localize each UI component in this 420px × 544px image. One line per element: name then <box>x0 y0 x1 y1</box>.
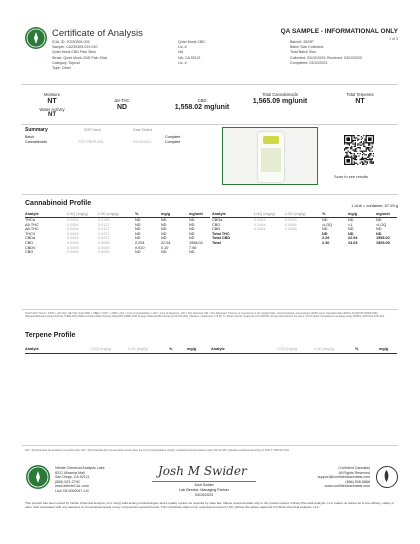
header-cell: Analyte <box>25 212 39 216</box>
cell: 0.0454 <box>254 227 266 232</box>
lab-seal <box>26 465 50 489</box>
cell: ND <box>376 227 382 232</box>
cell: 0.0454 <box>67 218 79 222</box>
signature-line <box>152 481 256 482</box>
divider <box>22 309 398 310</box>
cell: ND <box>376 218 382 222</box>
cannabinoid-table-right <box>212 212 397 264</box>
summary-status: Complete <box>165 140 181 144</box>
cell: THCa <box>25 218 35 222</box>
cell: CBD <box>25 241 34 245</box>
header-cell: mg/unit <box>189 212 203 216</box>
terpene-header-cell: LOQ (mg/g) <box>91 347 112 351</box>
header-cell: % <box>322 212 326 216</box>
cell: ND <box>376 231 382 236</box>
cell: CBN <box>212 227 221 232</box>
cell: 0.0166 <box>98 218 110 222</box>
cell: 22.94 <box>161 241 171 245</box>
cell: 0.0454 <box>67 227 79 232</box>
cell: 0.0127 <box>98 222 110 227</box>
cell: ND <box>161 236 167 241</box>
cell: ND <box>189 236 195 241</box>
header-cell: LOQ (mg/g) <box>254 212 275 216</box>
cell: ND <box>135 236 141 241</box>
terpene-header-cell: Analyte <box>25 347 39 351</box>
cell: ND <box>161 231 167 236</box>
cell: THCV <box>25 231 36 236</box>
cell: ND <box>322 227 328 232</box>
lab-web: www.infiniteCAL.com <box>55 484 89 489</box>
cannabinoid-table-left <box>25 212 210 264</box>
cell: 0.0454 <box>67 250 79 255</box>
cell: 0.0454 <box>67 231 79 236</box>
cell: ND <box>189 222 195 227</box>
cell: 0.0068 <box>98 241 110 245</box>
product-cap <box>263 136 279 144</box>
info-line: NA <box>178 50 183 55</box>
table-row <box>212 241 397 246</box>
confident-line1: Confident Cannabis <box>338 466 370 470</box>
cell: Total <box>212 241 221 245</box>
cell: 1565.09 <box>376 241 390 245</box>
summary-name: Batch <box>25 135 35 139</box>
confident-info <box>290 466 370 489</box>
info-line: Quiet Monk CBD Pain Stick <box>52 50 96 55</box>
metric-value: 1,558.02 mg/unit <box>174 104 230 112</box>
cell: ND <box>161 250 167 255</box>
cell: ND <box>161 222 167 227</box>
cell: ND <box>189 227 195 232</box>
header-cell: mg/unit <box>376 212 390 216</box>
cell: CBDa <box>25 236 36 241</box>
sample-info-client <box>178 40 205 66</box>
cell: CBG <box>212 222 221 227</box>
cell: 0.0454 <box>67 241 79 245</box>
document-title: Certificate of Analysis <box>52 28 143 39</box>
info-line: Batch#: 3529P <box>290 40 314 44</box>
metric-label: Total Cannabinoids <box>262 92 298 97</box>
cell: 0.0454 <box>67 245 79 250</box>
cell: 0.0127 <box>98 227 110 232</box>
table-row <box>25 250 210 255</box>
terpene-header-cell: % <box>169 347 173 351</box>
leaf-icon <box>377 467 396 486</box>
terpene-header-cell: mg/g <box>187 347 197 351</box>
cell: 0.0227 <box>98 231 110 236</box>
header-cell: % <box>135 212 139 216</box>
cell: Δ8-THC <box>25 227 39 232</box>
cell: ND <box>189 250 195 255</box>
cell: 2.29 <box>322 236 330 241</box>
summary-rows <box>25 135 205 145</box>
cell: ND <box>161 227 167 232</box>
cannabinoid-title: Cannabinoid Profile <box>25 200 92 207</box>
info-line: Lic. # <box>178 45 187 50</box>
cell: ND <box>135 218 141 222</box>
cell: 0.0454 <box>67 222 79 227</box>
cell: 0.010 <box>135 245 145 250</box>
cell: 0.0454 <box>254 218 266 222</box>
cell: ND <box>322 231 328 236</box>
metric-value: ND <box>116 104 128 112</box>
cell: 0.0454 <box>67 236 79 241</box>
signature-date: 03/10/2023 <box>195 493 213 497</box>
lab-address1: 8312 Miramar Mall <box>55 470 85 475</box>
metric-3 <box>240 92 320 107</box>
summary-date: 03/10/2023 <box>133 140 151 144</box>
sample-info-right <box>290 40 362 66</box>
cell: ND <box>161 218 167 222</box>
info-line: Type: Other <box>52 66 71 71</box>
cell: 2.294 <box>135 241 145 245</box>
cell: 23.04 <box>348 241 358 245</box>
metric-value: 1,565.09 mg/unit <box>252 98 308 106</box>
cell: ND <box>135 250 141 255</box>
terpene-header-cell: LOQ (mg/g) <box>277 347 298 351</box>
signature-name: Josh Swider <box>194 483 214 487</box>
cell: 0.0086 <box>285 222 297 227</box>
sample-info-left <box>52 40 107 71</box>
lab-logo-icon <box>25 27 47 49</box>
summary-metrics <box>22 92 398 122</box>
cell: 0.0068 <box>285 227 297 232</box>
product-photo <box>222 127 318 185</box>
cell: <1 <box>348 222 353 227</box>
info-line: Collected: 03/10/2023; Received: 03/10/2023 <box>290 55 362 60</box>
terpene-title: Terpene Profile <box>25 332 76 339</box>
terpene-header-rule <box>25 353 397 354</box>
qa-banner: QA SAMPLE - INFORMATIONAL ONLY <box>280 28 398 35</box>
cell: <LOQ <box>376 222 387 227</box>
metric-label: Total Terpenes <box>346 92 374 97</box>
cell: 0.0454 <box>254 222 266 227</box>
cell: ND <box>348 231 354 236</box>
cell: ND <box>348 218 354 222</box>
confident-web: www.confidentcannabis.com <box>324 484 370 489</box>
divider <box>22 84 398 85</box>
method-footnote: Total THC= THCa * 0.877 + Δ9-THC; Δ8-THC Total CBD = CBDa * 0.877 + CBD; LOQ = Limit of Quantitation; LOD = Limit of Detection; ND = Not Detected; NR = Not Reported; Potency is reported on a dry weight basis. Instrumentation and analysis (SOP) used: Cannabinoids-UHPLC-DAD(FOF-PREP-005)(Moisture/Moisture Analyzer(FOF-TURE-001))/Water Activity-Water Activity Meter(WA-PREP-002) Foreign Material-Microscope (FOF-FM-002). Moisture measured in 19.26 °C. Water Activity measured at 0.496 RH. All QA submitted by the client. All CA State Compliance sampling using SAMPL-SOP-001-FOF-001. <box>25 312 385 319</box>
cell: 0.0083 <box>98 250 110 255</box>
info-line: Lic. # <box>178 60 187 65</box>
cell: CBG <box>25 250 34 255</box>
signature-script: Josh M Swider <box>158 464 247 478</box>
summary-row <box>25 140 205 145</box>
terpene-header-cell: Analyte <box>211 347 225 351</box>
metric-label: CBD <box>197 98 207 103</box>
lab-name: Infinite Chemical Analysis Labs <box>55 466 105 470</box>
cell: 1558.02 <box>189 241 203 245</box>
header-cell: Analyte <box>212 212 226 216</box>
metric-0 <box>22 92 82 120</box>
cell: 2.30 <box>322 241 330 245</box>
divider <box>22 445 398 446</box>
unit-note: 1 Unit = container, 67.93 g <box>351 203 398 208</box>
metric-label: Δ9-THC <box>114 98 130 103</box>
page-number: 1 of 3 <box>389 37 398 41</box>
divider <box>22 194 398 195</box>
cell: 0.0090 <box>285 218 297 222</box>
cell: ND <box>348 227 354 232</box>
summary-col-sop: SOP Used <box>84 128 101 132</box>
terpene-header-cell: mg/g <box>379 347 389 351</box>
header-cell: LOD (mg/g) <box>285 212 306 216</box>
metric-4 <box>322 92 398 107</box>
metric-1 <box>92 98 152 113</box>
terpene-header-cell: LOD (mg/g) <box>128 347 148 351</box>
info-line: NA, CA 92121 <box>178 55 201 60</box>
cell: 1558.02 <box>376 236 390 241</box>
info-line: Strain: Quiet Monk CBD Pain Stick <box>52 55 108 60</box>
confident-line2: All Rights Reserved <box>338 470 370 475</box>
lab-license: Lic# C8-0000047-LIC <box>55 488 90 493</box>
lab-address2: San Diego, CA 92121 <box>55 475 90 480</box>
metric-2 <box>172 98 232 113</box>
lab-phone: (858) 623-2740 <box>55 479 80 484</box>
cell: ND <box>322 218 328 222</box>
cell: Δ9-THC <box>25 222 39 227</box>
header-cell: LOQ (mg/g) <box>67 212 88 216</box>
terpene-disclaimer: ND = Not Reported (as analytes not performed), ND = Not Detected (the concentration is less than the Limit of Quantitation (LOQ)). Analytical instrumentation used: HS-GC-MS; samples produced according to SOP T-TRP-007-001 <box>25 449 289 452</box>
qr-caption: Scan to see results <box>334 174 369 179</box>
cell: ND <box>135 222 141 227</box>
header-cell: LOD (mg/g) <box>98 212 119 216</box>
info-line: Completed: 03/10/2023 <box>290 60 328 65</box>
lab-contact <box>55 466 105 494</box>
cell: 0.0083 <box>98 245 110 250</box>
terpene-header-cell: % <box>355 347 359 351</box>
cell: Total CBD <box>212 236 231 241</box>
cell: 7.06 <box>189 245 197 250</box>
cell: Total THC <box>212 231 230 236</box>
metric-sub-value: NT <box>48 112 56 119</box>
info-line: Sample: CA230309-019-010 <box>52 45 98 50</box>
confident-phone: (866) 506-5866 <box>345 479 370 484</box>
cell: 22.94 <box>348 236 358 241</box>
cell: ND <box>135 227 141 232</box>
cell: ND <box>189 231 195 236</box>
divider <box>22 124 398 125</box>
legal-text: This product has been tested by Infinite Chemical Analysis, LLC using valid testing methodologies and a quality system as required by state law. Values reported relate only to the product tested. Infinite Chemical Analysis, LLC makes no claims as to the efficacy, safety or other risks associated with any detected or non-detected levels of any compounds reported herein. This Certificate shall not be reproduced except in full, without the written approval of Infinite Chemical Analysis, LLC. <box>25 501 395 509</box>
product-stick <box>258 132 284 182</box>
summary-name: Cannabinoids <box>25 140 47 144</box>
confident-logo <box>376 466 398 488</box>
cell: CBGa <box>212 218 223 222</box>
metric-sub-label: Water Activity <box>39 107 65 112</box>
info-line: Quiet Monk CBD <box>178 40 205 44</box>
metric-label: Moisture <box>43 92 61 97</box>
cell: 0.10 <box>161 245 169 250</box>
info-line: Total Batch Size: <box>290 50 317 55</box>
product-label <box>261 148 281 172</box>
summary-col-date: Date Tested <box>133 128 153 132</box>
info-line: Category: Topical <box>52 60 80 65</box>
metric-value: NT <box>355 98 365 106</box>
summary-sop: FOF-PREP-005 <box>78 140 104 144</box>
qr-code[interactable] <box>344 135 374 165</box>
summary-status: Complete <box>165 135 181 139</box>
lab-logo <box>25 27 47 49</box>
cell: 0.0227 <box>98 236 110 241</box>
header-cell: mg/g <box>348 212 358 216</box>
lab-seal-icon <box>26 465 50 489</box>
header-cell: mg/g <box>161 212 171 216</box>
signature-title: Lab Director, Managing Partner <box>179 488 229 492</box>
cell: ND <box>135 231 141 236</box>
cell: <LOQ <box>322 222 333 227</box>
cell: CBDV <box>25 245 36 250</box>
terpene-header <box>25 347 397 353</box>
terpene-header-cell: LOD (mg/g) <box>314 347 334 351</box>
info-line: Batch Size Collected: <box>290 45 325 50</box>
info-line: ICAL ID: 20230309-003 <box>52 40 90 44</box>
cell: ND <box>189 218 195 222</box>
confident-email: support@confidentcannabis.com <box>317 475 370 480</box>
metric-value: NT <box>47 98 57 106</box>
summary-title: Summary <box>25 127 48 133</box>
